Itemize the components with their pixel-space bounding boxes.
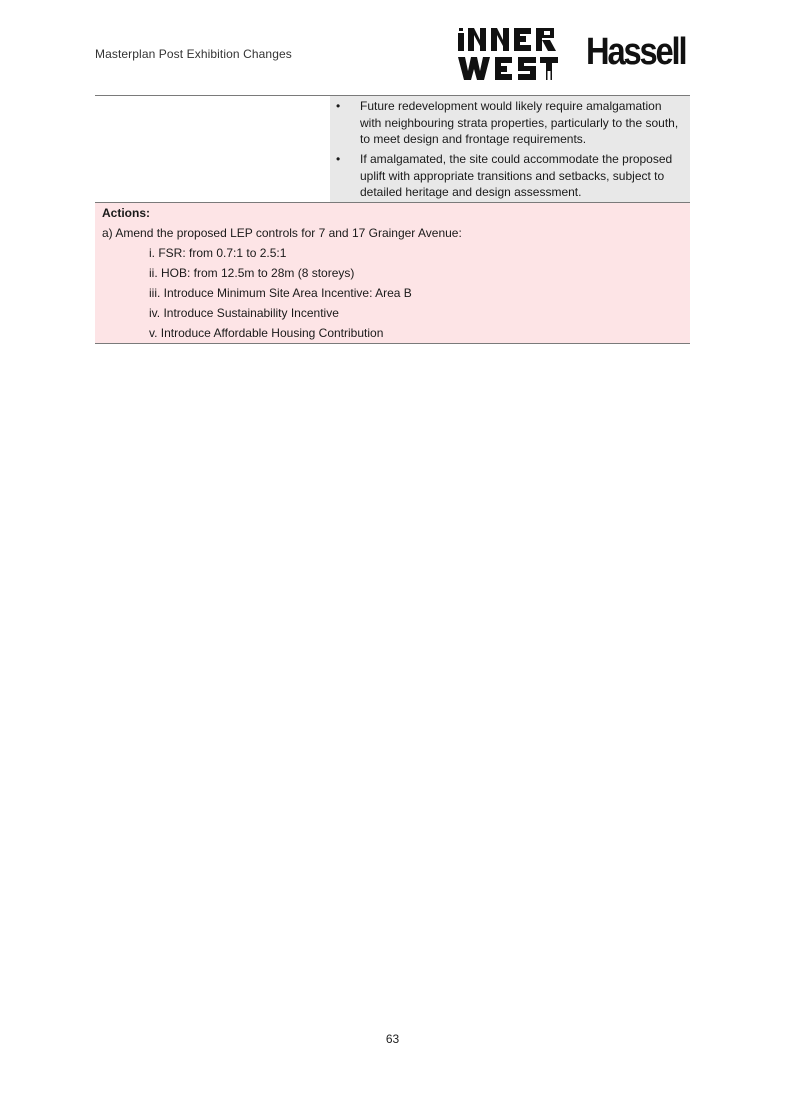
bullet-text: Future redevelopment would likely require amalgamation with neighbouring strata properties, particularly to the south, to meet design and frontage requirements. <box>360 99 679 146</box>
table-cell-empty <box>95 96 330 202</box>
action-item: iv. Introduce Sustainability Incentive <box>149 306 339 320</box>
inner-west-logo <box>458 26 558 82</box>
bullet-icon: • <box>336 99 341 113</box>
table-row <box>95 95 690 203</box>
action-item: iii. Introduce Minimum Site Area Incentive: Area B <box>149 286 412 300</box>
bullet-icon: • <box>336 152 341 166</box>
changes-table <box>95 95 690 344</box>
table-cell-notes <box>330 96 690 202</box>
actions-heading: Actions: <box>102 206 150 220</box>
page-number: 63 <box>385 1032 400 1046</box>
inner-west-logo-graphic <box>458 26 558 82</box>
bullet-text: If amalgamated, the site could accommodate the proposed uplift with appropriate transitions and setbacks, subject to detailed heritage and design assessment. <box>360 152 673 199</box>
actions-row <box>95 203 690 344</box>
action-item: v. Introduce Affordable Housing Contribution <box>149 326 384 340</box>
hassell-logo: Hassell <box>586 31 686 73</box>
actions-intro: a) Amend the proposed LEP controls for 7 and 17 Grainger Avenue: <box>102 226 462 240</box>
document-title: Masterplan Post Exhibition Changes <box>95 47 292 61</box>
action-item: ii. HOB: from 12.5m to 28m (8 storeys) <box>149 266 355 280</box>
action-item: i. FSR: from 0.7:1 to 2.5:1 <box>149 246 287 260</box>
